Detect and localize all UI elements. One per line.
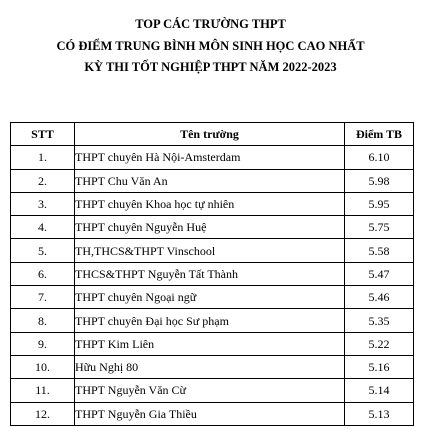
table-row [11, 332, 414, 355]
row-average-score: 5.14 [345, 379, 414, 402]
row-school-name: Hữu Nghị 80 [75, 355, 345, 378]
row-stt: 6. [11, 262, 75, 285]
table-row [11, 192, 414, 215]
row-average-score: 5.47 [345, 262, 414, 285]
row-stt: 7. [11, 286, 75, 309]
row-school-name: THPT Kim Liên [75, 332, 345, 355]
title-line-1: TOP CÁC TRƯỜNG THPT [135, 17, 286, 31]
row-school-name: THPT chuyên Nguyễn Huệ [75, 216, 345, 239]
title-line-2: CÓ ĐIỂM TRUNG BÌNH MÔN SINH HỌC CAO NHẤT [56, 38, 365, 53]
row-stt: 2. [11, 169, 75, 192]
table-row [11, 239, 414, 262]
table-row [11, 216, 414, 239]
school-ranking-table [10, 122, 414, 426]
row-stt: 4. [11, 216, 75, 239]
row-school-name: THCS&THPT Nguyễn Tất Thành [75, 262, 345, 285]
row-stt: 3. [11, 192, 75, 215]
row-school-name: THPT chuyên Ngoại ngữ [75, 286, 345, 309]
row-stt: 11. [11, 379, 75, 402]
table-body [11, 146, 414, 426]
row-average-score: 5.46 [345, 286, 414, 309]
row-average-score: 5.75 [345, 216, 414, 239]
table-row [11, 169, 414, 192]
row-average-score: 5.58 [345, 239, 414, 262]
table-row [11, 402, 414, 425]
table-row [11, 286, 414, 309]
row-school-name: THPT Nguyễn Gia Thiều [75, 402, 345, 425]
row-average-score: 6.10 [345, 146, 414, 169]
row-average-score: 5.98 [345, 169, 414, 192]
row-stt: 10. [11, 355, 75, 378]
title-block [0, 14, 421, 79]
row-school-name: TH,THCS&THPT Vinschool [75, 239, 345, 262]
table-row [11, 262, 414, 285]
row-school-name: THPT Nguyễn Văn Cừ [75, 379, 345, 402]
header-average-score: Điểm TB [345, 123, 414, 146]
row-average-score: 5.16 [345, 355, 414, 378]
row-average-score: 5.13 [345, 402, 414, 425]
row-stt: 9. [11, 332, 75, 355]
row-average-score: 5.95 [345, 192, 414, 215]
table-row [11, 355, 414, 378]
table-header-row [11, 123, 414, 146]
row-stt: 5. [11, 239, 75, 262]
row-school-name: THPT chuyên Khoa học tự nhiên [75, 192, 345, 215]
header-school-name: Tên trường [75, 123, 345, 146]
row-stt: 8. [11, 309, 75, 332]
row-school-name: THPT Chu Văn An [75, 169, 345, 192]
row-stt: 12. [11, 402, 75, 425]
table-row [11, 379, 414, 402]
row-average-score: 5.35 [345, 309, 414, 332]
table-row [11, 309, 414, 332]
row-stt: 1. [11, 146, 75, 169]
header-stt: STT [11, 123, 75, 146]
row-average-score: 5.22 [345, 332, 414, 355]
title-line-3: KỲ THI TỐT NGHIỆP THPT NĂM 2022-2023 [84, 60, 337, 74]
table-row [11, 146, 414, 169]
row-school-name: THPT chuyên Hà Nội-Amsterdam [75, 146, 345, 169]
row-school-name: THPT chuyên Đại học Sư phạm [75, 309, 345, 332]
